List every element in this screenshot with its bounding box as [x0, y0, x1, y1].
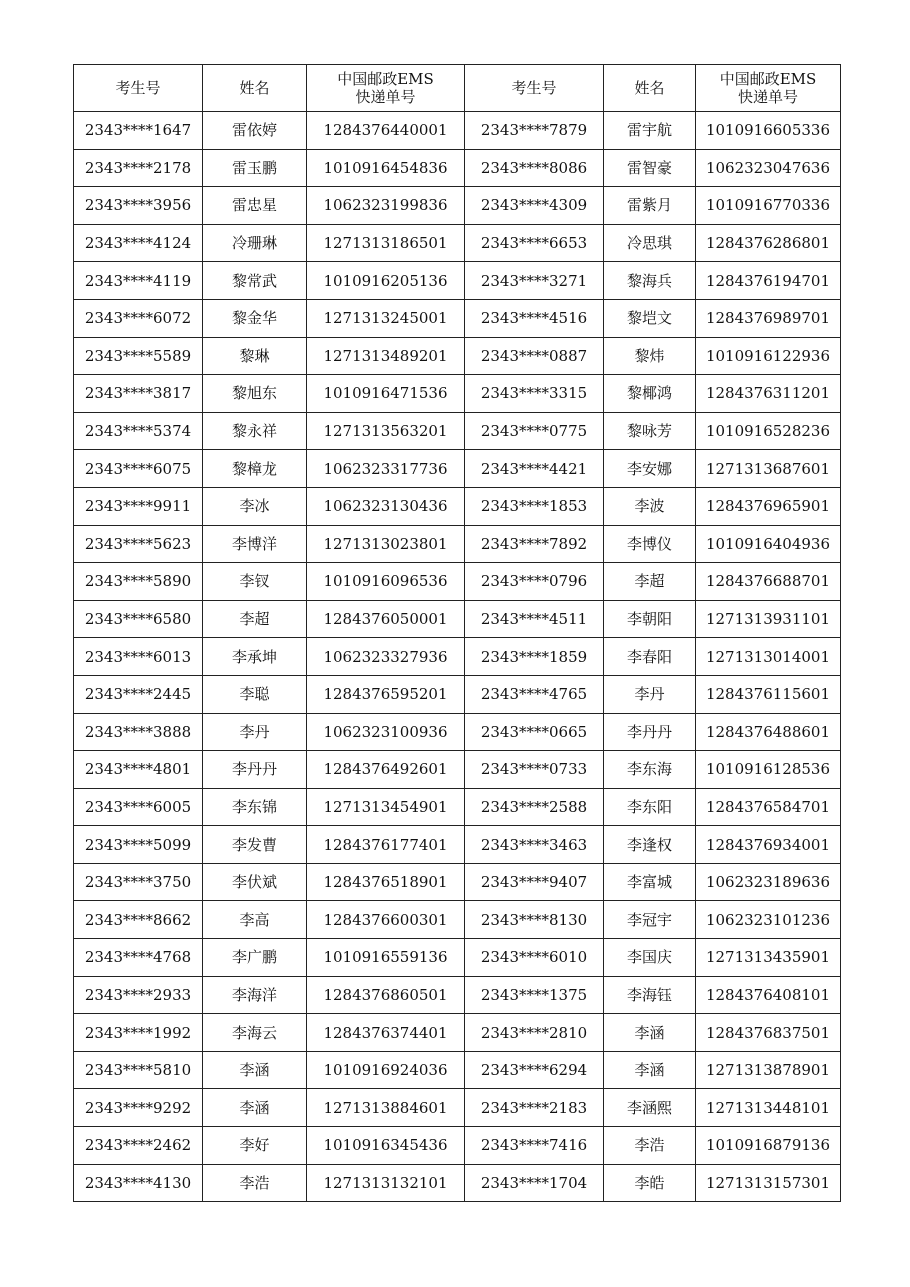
- ems-number-cell: 1010916605336: [696, 112, 841, 150]
- name-cell: 黎旭东: [203, 375, 307, 413]
- ems-number-cell: 1271313023801: [307, 525, 465, 563]
- exam-no-cell: 2343****3315: [465, 375, 604, 413]
- table-row: [74, 638, 841, 676]
- name-cell: 黎海兵: [604, 262, 696, 300]
- exam-no-cell: 2343****6005: [74, 788, 203, 826]
- name-cell: 冷思琪: [604, 224, 696, 262]
- table-row: [74, 1089, 841, 1127]
- ems-number-cell: 1010916096536: [307, 563, 465, 601]
- name-cell: 李好: [203, 1127, 307, 1165]
- exam-no-cell: 2343****4511: [465, 600, 604, 638]
- ems-number-cell: 1271313448101: [696, 1089, 841, 1127]
- ems-number-cell: 1010916345436: [307, 1127, 465, 1165]
- name-cell: 李浩: [203, 1164, 307, 1202]
- ems-number-cell: 1284376050001: [307, 600, 465, 638]
- name-cell: 李海云: [203, 1014, 307, 1052]
- name-cell: 李春阳: [604, 638, 696, 676]
- header-ems-left: [307, 65, 465, 112]
- name-cell: 李国庆: [604, 939, 696, 977]
- ems-number-cell: 1062323317736: [307, 450, 465, 488]
- header-ems-line1: 中国邮政EMS: [719, 70, 817, 88]
- exam-no-cell: 2343****2445: [74, 675, 203, 713]
- ems-number-cell: 1284376408101: [696, 976, 841, 1014]
- ems-number-cell: 1284376286801: [696, 224, 841, 262]
- exam-no-cell: 2343****6294: [465, 1051, 604, 1089]
- exam-no-cell: 2343****0733: [465, 751, 604, 789]
- ems-number-cell: 1271313489201: [307, 337, 465, 375]
- exam-no-cell: 2343****4130: [74, 1164, 203, 1202]
- name-cell: 李聪: [203, 675, 307, 713]
- header-ems-line2: 快递单号: [737, 88, 798, 106]
- exam-no-cell: 2343****8662: [74, 901, 203, 939]
- exam-no-cell: 2343****3750: [74, 863, 203, 901]
- table-row: [74, 939, 841, 977]
- ems-number-cell: 1271313454901: [307, 788, 465, 826]
- ems-number-cell: 1010916454836: [307, 149, 465, 187]
- name-cell: 李逢权: [604, 826, 696, 864]
- exam-no-cell: 2343****2933: [74, 976, 203, 1014]
- name-cell: 李东锦: [203, 788, 307, 826]
- name-cell: 李浩: [604, 1127, 696, 1165]
- header-ems-right: [696, 65, 841, 112]
- exam-no-cell: 2343****2183: [465, 1089, 604, 1127]
- table-row: [74, 224, 841, 262]
- ems-number-cell: 1010916404936: [696, 525, 841, 563]
- exam-no-cell: 2343****5623: [74, 525, 203, 563]
- table-row: [74, 751, 841, 789]
- ems-number-cell: 1271313884601: [307, 1089, 465, 1127]
- exam-no-cell: 2343****5099: [74, 826, 203, 864]
- name-cell: 雷忠星: [203, 187, 307, 225]
- name-cell: 李涵: [604, 1051, 696, 1089]
- name-cell: 李丹: [604, 675, 696, 713]
- ems-number-cell: 1062323047636: [696, 149, 841, 187]
- ems-number-cell: 1010916205136: [307, 262, 465, 300]
- ems-number-cell: 1271313245001: [307, 299, 465, 337]
- table-row: [74, 262, 841, 300]
- exam-no-cell: 2343****8130: [465, 901, 604, 939]
- name-cell: 李博仪: [604, 525, 696, 563]
- exam-no-cell: 2343****5589: [74, 337, 203, 375]
- header-row: [74, 65, 841, 112]
- ems-number-cell: 1271313931101: [696, 600, 841, 638]
- name-cell: 李涵: [203, 1051, 307, 1089]
- name-cell: 黎椰鸿: [604, 375, 696, 413]
- exam-no-cell: 2343****6075: [74, 450, 203, 488]
- ems-number-cell: 1284376492601: [307, 751, 465, 789]
- ems-number-cell: 1284376518901: [307, 863, 465, 901]
- ems-number-cell: 1284376837501: [696, 1014, 841, 1052]
- table-row: [74, 412, 841, 450]
- name-cell: 黎樟龙: [203, 450, 307, 488]
- exam-no-cell: 2343****6010: [465, 939, 604, 977]
- exam-no-cell: 2343****2810: [465, 1014, 604, 1052]
- exam-no-cell: 2343****3956: [74, 187, 203, 225]
- name-cell: 雷依婷: [203, 112, 307, 150]
- table-row: [74, 1014, 841, 1052]
- table-row: [74, 563, 841, 601]
- ems-number-cell: 1271313186501: [307, 224, 465, 262]
- exam-no-cell: 2343****6013: [74, 638, 203, 676]
- table-row: [74, 788, 841, 826]
- ems-number-cell: 1271313157301: [696, 1164, 841, 1202]
- table-row: [74, 112, 841, 150]
- ems-number-cell: 1271313687601: [696, 450, 841, 488]
- exam-no-cell: 2343****1992: [74, 1014, 203, 1052]
- name-cell: 李涵: [203, 1089, 307, 1127]
- name-cell: 雷玉鹏: [203, 149, 307, 187]
- exam-no-cell: 2343****3817: [74, 375, 203, 413]
- name-cell: 李超: [203, 600, 307, 638]
- name-cell: 李海洋: [203, 976, 307, 1014]
- exam-no-cell: 2343****3271: [465, 262, 604, 300]
- table-row: [74, 1127, 841, 1165]
- exam-no-cell: 2343****4801: [74, 751, 203, 789]
- ems-number-cell: 1271313132101: [307, 1164, 465, 1202]
- table-row: [74, 487, 841, 525]
- name-cell: 李发曹: [203, 826, 307, 864]
- name-cell: 李皓: [604, 1164, 696, 1202]
- name-cell: 李超: [604, 563, 696, 601]
- ems-number-cell: 1284376860501: [307, 976, 465, 1014]
- name-cell: 李波: [604, 487, 696, 525]
- exam-no-cell: 2343****4119: [74, 262, 203, 300]
- exam-no-cell: 2343****8086: [465, 149, 604, 187]
- ems-number-cell: 1010916879136: [696, 1127, 841, 1165]
- table-row: [74, 299, 841, 337]
- table-row: [74, 826, 841, 864]
- name-cell: 黎常武: [203, 262, 307, 300]
- exam-no-cell: 2343****9407: [465, 863, 604, 901]
- exam-no-cell: 2343****2588: [465, 788, 604, 826]
- exam-no-cell: 2343****0887: [465, 337, 604, 375]
- ems-number-cell: 1284376374401: [307, 1014, 465, 1052]
- ems-number-cell: 1010916559136: [307, 939, 465, 977]
- table-row: [74, 187, 841, 225]
- ems-number-cell: 1010916924036: [307, 1051, 465, 1089]
- exam-no-cell: 2343****6072: [74, 299, 203, 337]
- exam-no-cell: 2343****7416: [465, 1127, 604, 1165]
- name-cell: 黎永祥: [203, 412, 307, 450]
- ems-number-cell: 1271313563201: [307, 412, 465, 450]
- table-row: [74, 525, 841, 563]
- exam-no-cell: 2343****4765: [465, 675, 604, 713]
- ems-number-cell: 1010916770336: [696, 187, 841, 225]
- name-cell: 黎炜: [604, 337, 696, 375]
- name-cell: 黎咏芳: [604, 412, 696, 450]
- table-body: [74, 112, 841, 1202]
- name-cell: 李朝阳: [604, 600, 696, 638]
- name-cell: 李博洋: [203, 525, 307, 563]
- exam-no-cell: 2343****5810: [74, 1051, 203, 1089]
- exam-no-cell: 2343****7892: [465, 525, 604, 563]
- name-cell: 雷宇航: [604, 112, 696, 150]
- ems-number-cell: 1284376989701: [696, 299, 841, 337]
- header-exam-no-left: 考生号: [74, 65, 203, 112]
- name-cell: 李涵: [604, 1014, 696, 1052]
- exam-no-cell: 2343****7879: [465, 112, 604, 150]
- exam-no-cell: 2343****1704: [465, 1164, 604, 1202]
- name-cell: 李东阳: [604, 788, 696, 826]
- ems-number-cell: 1062323100936: [307, 713, 465, 751]
- table-row: [74, 976, 841, 1014]
- ems-number-cell: 1284376311201: [696, 375, 841, 413]
- ems-number-cell: 1284376934001: [696, 826, 841, 864]
- exam-no-cell: 2343****9911: [74, 487, 203, 525]
- ems-number-cell: 1062323327936: [307, 638, 465, 676]
- ems-number-cell: 1284376595201: [307, 675, 465, 713]
- header-name-right: 姓名: [604, 65, 696, 112]
- exam-no-cell: 2343****4124: [74, 224, 203, 262]
- name-cell: 李伏斌: [203, 863, 307, 901]
- ems-number-cell: 1271313435901: [696, 939, 841, 977]
- exam-no-cell: 2343****4421: [465, 450, 604, 488]
- exam-no-cell: 2343****4516: [465, 299, 604, 337]
- table-row: [74, 375, 841, 413]
- name-cell: 李钗: [203, 563, 307, 601]
- ems-number-cell: 1284376584701: [696, 788, 841, 826]
- table-header: [74, 65, 841, 112]
- exam-no-cell: 2343****5890: [74, 563, 203, 601]
- header-ems-line2: 快递单号: [355, 88, 416, 106]
- ems-number-cell: 1271313878901: [696, 1051, 841, 1089]
- name-cell: 李高: [203, 901, 307, 939]
- name-cell: 黎琳: [203, 337, 307, 375]
- ems-number-cell: 1284376600301: [307, 901, 465, 939]
- name-cell: 李丹丹: [203, 751, 307, 789]
- exam-no-cell: 2343****1859: [465, 638, 604, 676]
- ems-number-cell: 1271313014001: [696, 638, 841, 676]
- exam-no-cell: 2343****6580: [74, 600, 203, 638]
- name-cell: 李富城: [604, 863, 696, 901]
- ems-number-cell: 1062323130436: [307, 487, 465, 525]
- name-cell: 雷智豪: [604, 149, 696, 187]
- name-cell: 李丹: [203, 713, 307, 751]
- name-cell: 李丹丹: [604, 713, 696, 751]
- name-cell: 李涵熙: [604, 1089, 696, 1127]
- exam-no-cell: 2343****4309: [465, 187, 604, 225]
- ems-tracking-table: [73, 64, 841, 1202]
- exam-no-cell: 2343****0775: [465, 412, 604, 450]
- ems-number-cell: 1284376115601: [696, 675, 841, 713]
- ems-number-cell: 1284376965901: [696, 487, 841, 525]
- table-row: [74, 1164, 841, 1202]
- header-exam-no-right: 考生号: [465, 65, 604, 112]
- ems-number-cell: 1284376440001: [307, 112, 465, 150]
- exam-no-cell: 2343****1375: [465, 976, 604, 1014]
- ems-number-cell: 1284376194701: [696, 262, 841, 300]
- ems-number-cell: 1062323199836: [307, 187, 465, 225]
- table-row: [74, 901, 841, 939]
- name-cell: 冷珊琳: [203, 224, 307, 262]
- table-row: [74, 337, 841, 375]
- exam-no-cell: 2343****1647: [74, 112, 203, 150]
- exam-no-cell: 2343****6653: [465, 224, 604, 262]
- exam-no-cell: 2343****3888: [74, 713, 203, 751]
- ems-number-cell: 1284376488601: [696, 713, 841, 751]
- name-cell: 李承坤: [203, 638, 307, 676]
- exam-no-cell: 2343****9292: [74, 1089, 203, 1127]
- table-row: [74, 149, 841, 187]
- ems-number-cell: 1010916528236: [696, 412, 841, 450]
- name-cell: 黎垲文: [604, 299, 696, 337]
- header-ems-line1: 中国邮政EMS: [337, 70, 434, 88]
- ems-number-cell: 1010916128536: [696, 751, 841, 789]
- exam-no-cell: 2343****0665: [465, 713, 604, 751]
- name-cell: 李冰: [203, 487, 307, 525]
- name-cell: 李海钰: [604, 976, 696, 1014]
- name-cell: 李安娜: [604, 450, 696, 488]
- exam-no-cell: 2343****5374: [74, 412, 203, 450]
- exam-no-cell: 2343****0796: [465, 563, 604, 601]
- exam-no-cell: 2343****2178: [74, 149, 203, 187]
- table-row: [74, 450, 841, 488]
- table-row: [74, 1051, 841, 1089]
- table-row: [74, 600, 841, 638]
- ems-number-cell: 1284376688701: [696, 563, 841, 601]
- table-row: [74, 675, 841, 713]
- name-cell: 黎金华: [203, 299, 307, 337]
- table-row: [74, 863, 841, 901]
- exam-no-cell: 2343****1853: [465, 487, 604, 525]
- ems-number-cell: 1284376177401: [307, 826, 465, 864]
- ems-number-cell: 1062323101236: [696, 901, 841, 939]
- exam-no-cell: 2343****2462: [74, 1127, 203, 1165]
- name-cell: 李冠宇: [604, 901, 696, 939]
- ems-number-cell: 1062323189636: [696, 863, 841, 901]
- header-name-left: 姓名: [203, 65, 307, 112]
- exam-no-cell: 2343****3463: [465, 826, 604, 864]
- name-cell: 李广鹏: [203, 939, 307, 977]
- exam-no-cell: 2343****4768: [74, 939, 203, 977]
- name-cell: 李东海: [604, 751, 696, 789]
- name-cell: 雷紫月: [604, 187, 696, 225]
- ems-number-cell: 1010916471536: [307, 375, 465, 413]
- table-row: [74, 713, 841, 751]
- ems-number-cell: 1010916122936: [696, 337, 841, 375]
